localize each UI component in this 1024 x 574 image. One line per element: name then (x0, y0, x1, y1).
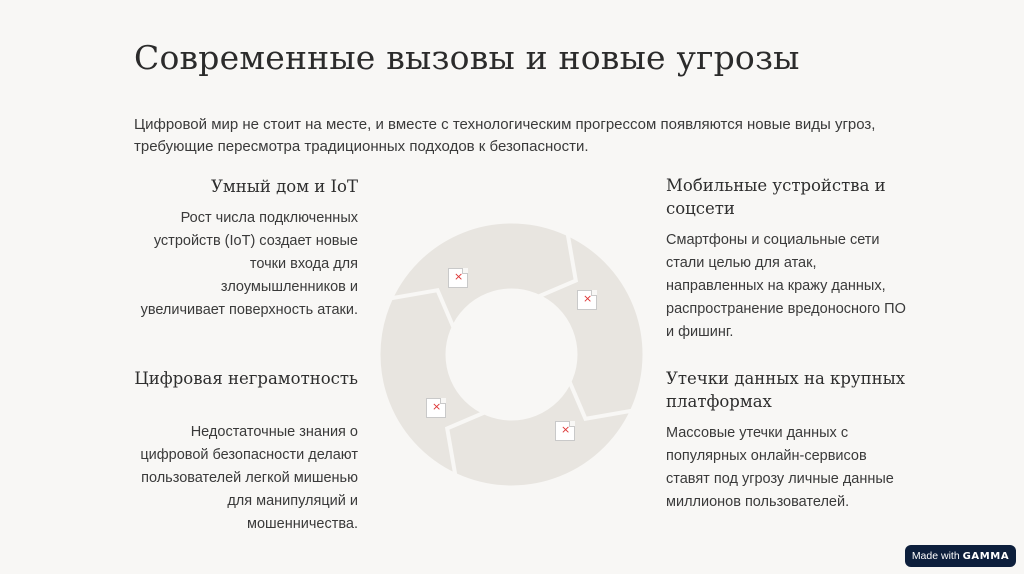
gamma-logo: GAMMA (962, 551, 1010, 562)
cycle-ring (413, 256, 610, 453)
threat-iot (134, 175, 358, 322)
threat-iot-heading: Умный дом и IoT (210, 177, 358, 196)
badge-prefix: Made with (911, 550, 960, 562)
broken-image-icon (555, 421, 575, 441)
page-title: Современные вызовы и новые угрозы (134, 38, 800, 77)
threat-iot-text: Рост числа подключенных устройств (IoT) создает новые точки входа для злоумышленников и увеличивает поверхность атаки. (140, 210, 358, 318)
threat-leaks (666, 367, 906, 514)
made-with-gamma-badge[interactable] (905, 545, 1016, 567)
threat-mobile (666, 174, 906, 344)
threat-literacy-heading: Цифровая неграмотность (134, 369, 358, 388)
cycle-diagram (379, 222, 644, 487)
broken-image-icon (426, 398, 446, 418)
threat-literacy-text: Недостаточные знания о цифровой безопасности делают пользователей легкой мишенью для манипуляций и мошенничества. (140, 424, 358, 532)
threat-leaks-text: Массовые утечки данных с популярных онлайн-сервисов ставят под угрозу личные данные миллионов пользователей. (666, 425, 894, 510)
broken-image-icon (448, 268, 468, 288)
broken-image-icon (577, 290, 597, 310)
threat-literacy (134, 367, 358, 536)
threat-leaks-heading: Утечки данных на крупных платформах (666, 369, 906, 411)
threat-mobile-heading: Мобильные устройства и соцсети (666, 176, 886, 218)
intro-text: Цифровой мир не стоит на месте, и вместе с технологическим прогрессом появляются новые виды угроз, требующие пересмотра традиционных подходов к безопасности. (134, 116, 876, 155)
threat-mobile-text: Смартфоны и социальные сети стали целью для атак, направленных на кражу данных, распространение вредоносного ПО и фишинг. (666, 232, 906, 340)
